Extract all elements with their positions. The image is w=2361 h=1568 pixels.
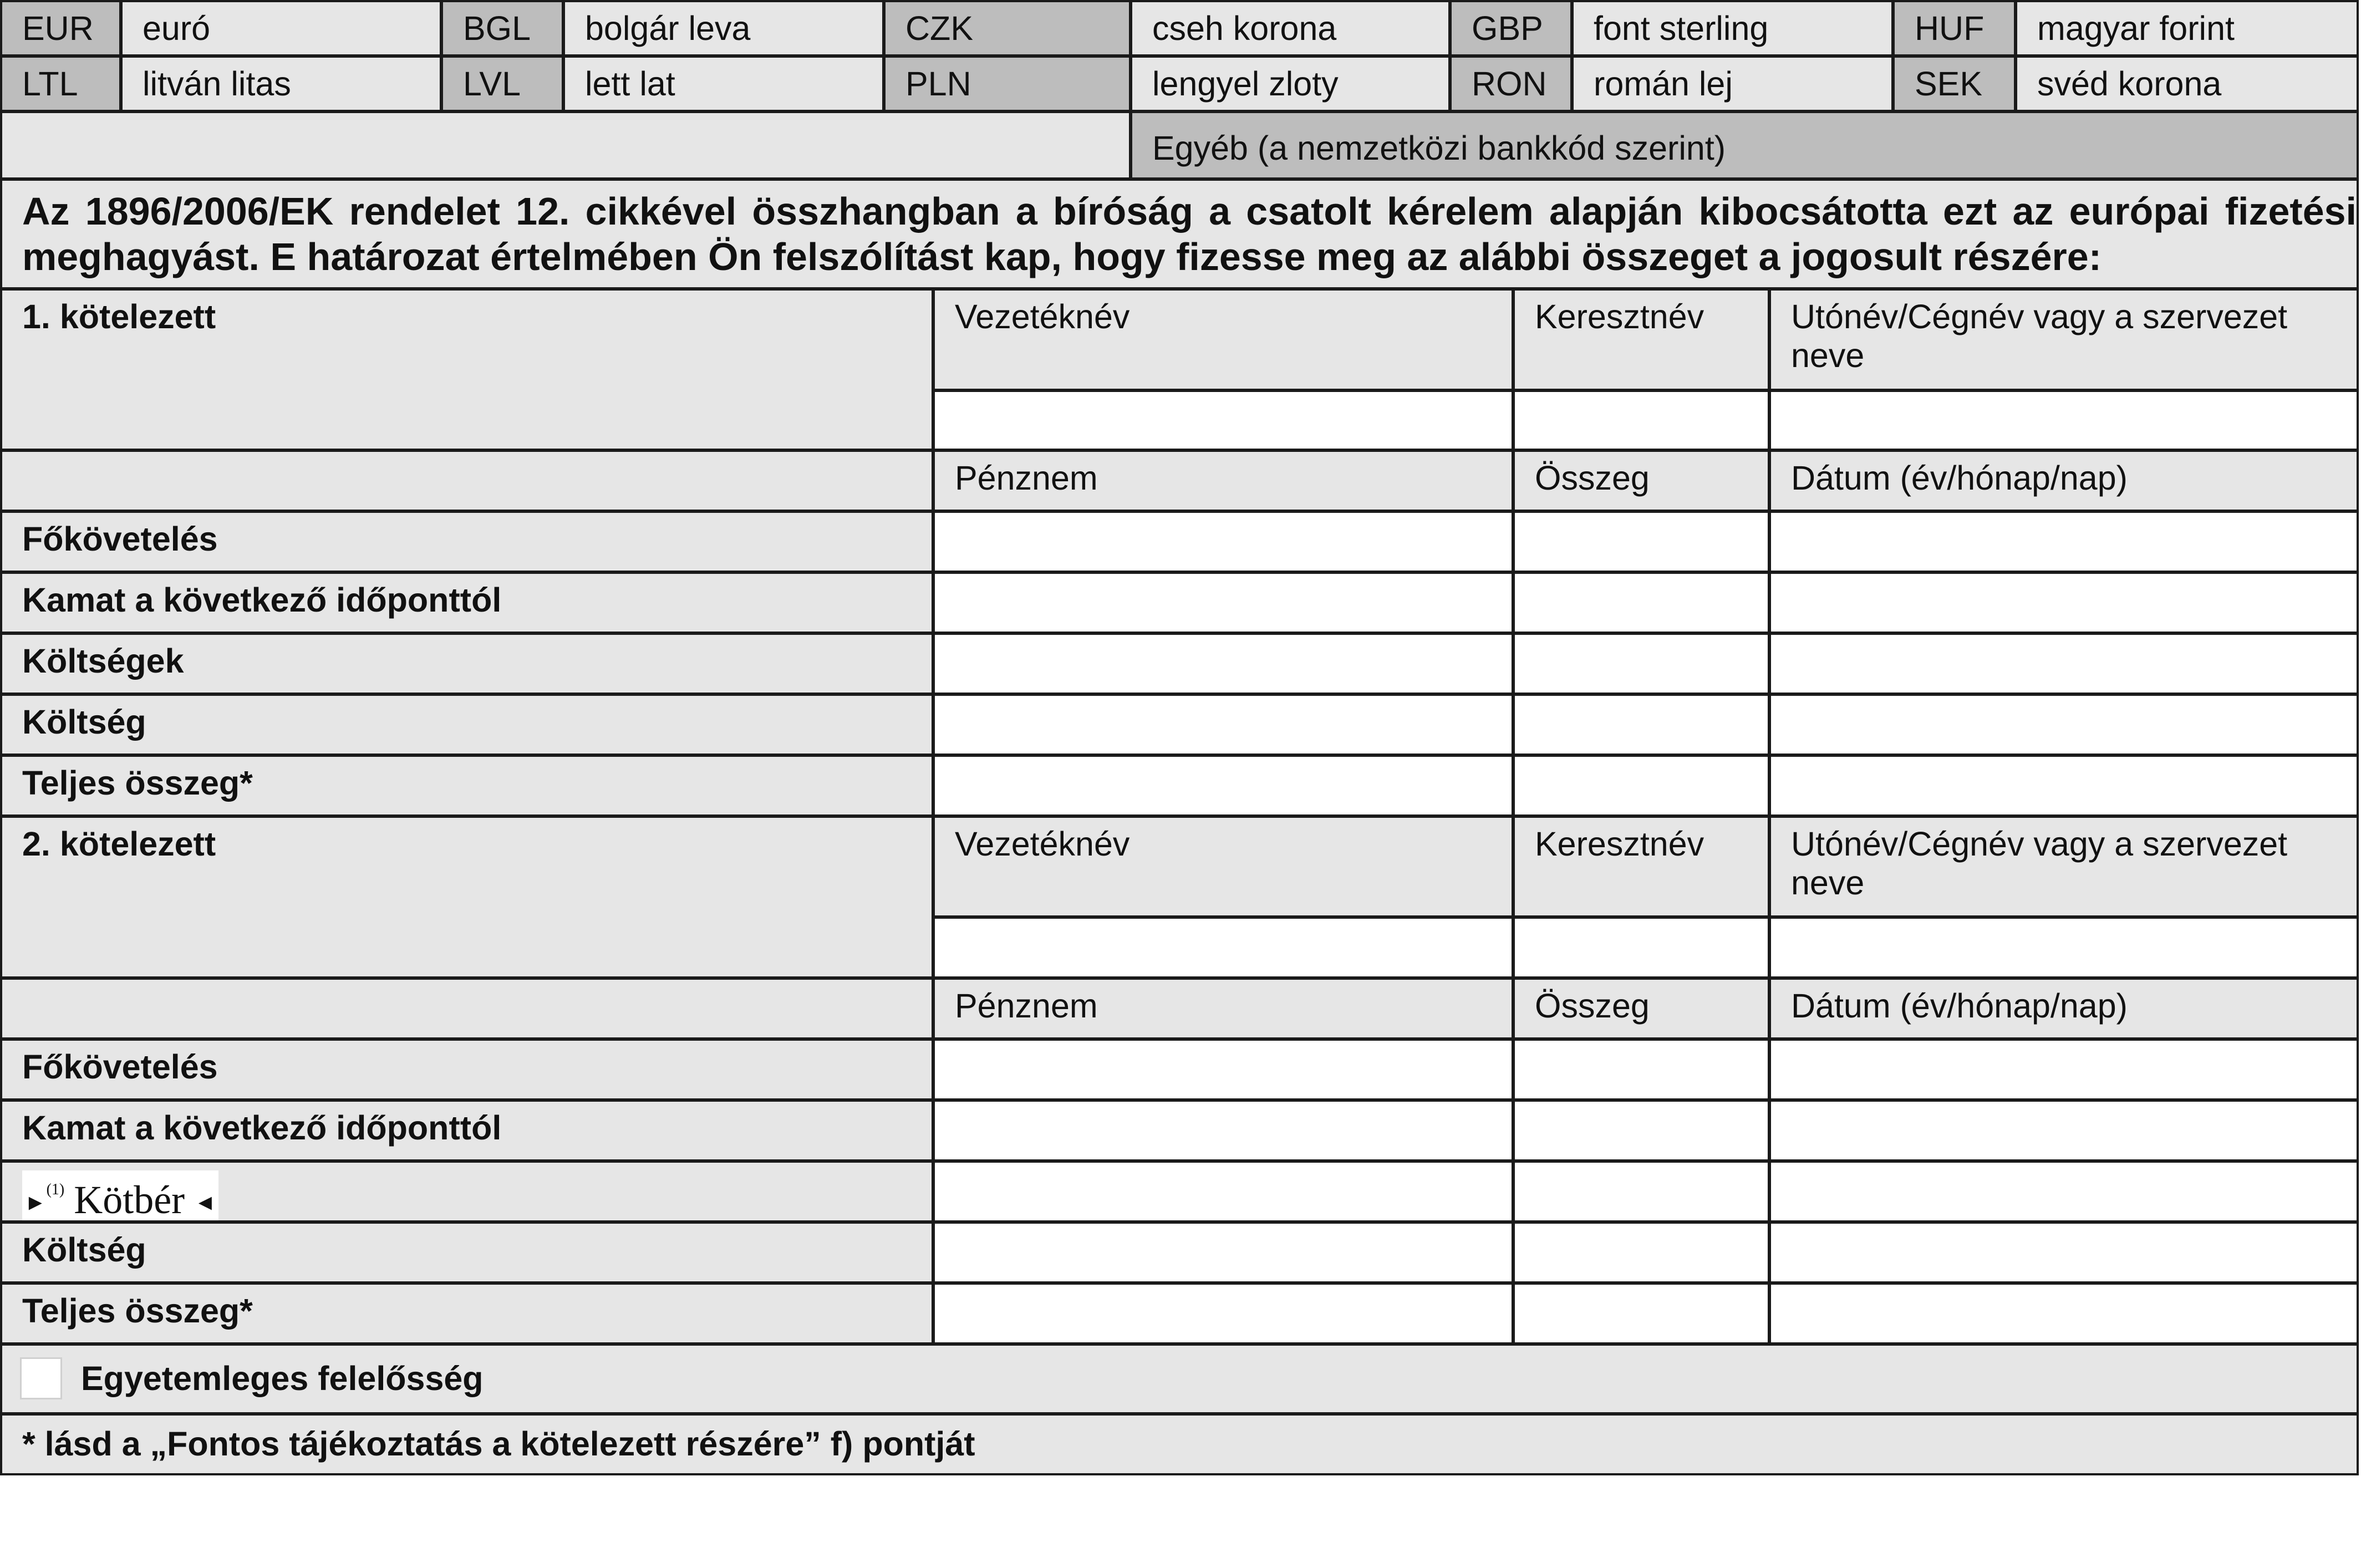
currency-name-cell [120, 55, 442, 112]
debtor2-firstname-header [1513, 816, 1770, 918]
footnote-row [0, 1413, 2359, 1475]
debtor2-date-field[interactable] [1769, 1160, 2359, 1223]
currency-name-cell [1130, 0, 1451, 57]
currency-code-cell [441, 55, 564, 112]
joint-liability-checkbox[interactable] [20, 1357, 62, 1399]
debtor2-amendment-row-label [0, 1160, 934, 1223]
firstname-header-text: Keresztnév [1535, 825, 1704, 863]
debtor2-currency-field[interactable] [933, 1221, 1514, 1284]
row-label-text: Költségek [22, 642, 184, 680]
currency-name-cell [1571, 0, 1894, 57]
debtor2-currency-field[interactable] [933, 1099, 1514, 1162]
debtor2-surname-field[interactable] [933, 917, 1514, 979]
debtor2-heading-cell [0, 816, 934, 979]
currency-code-cell [1449, 0, 1573, 57]
debtor1-amount-field[interactable] [1513, 511, 1770, 573]
debtor1-surname-field[interactable] [933, 390, 1514, 451]
debtor2-date-field[interactable] [1769, 1038, 2359, 1101]
currency-code-cell [1892, 0, 2016, 57]
debtor2-currency-field[interactable] [933, 1038, 1514, 1101]
debtor1-amount-header [1513, 450, 1770, 512]
currency-name: lett lat [585, 65, 675, 103]
debtor1-surname-header [933, 288, 1514, 391]
row-label-text: Kamat a következő időponttól [22, 1109, 502, 1147]
debtor2-row-label [0, 1038, 934, 1101]
currency-name: litván litas [143, 65, 291, 103]
debtor2-surname-header [933, 816, 1514, 918]
currency-code: HUF [1915, 9, 1985, 47]
currency-code: SEK [1915, 65, 1983, 103]
currency-code-cell [1449, 55, 1573, 112]
intro-text: Az 1896/2006/EK rendelet 12. cikkével összhangban a bíróság a csatolt kérelem alapján kibocsátotta ezt az európai fizetési meghagyást. E határozat értelmében Ön felszólítást kap, hogy fizesse meg az alábbi összeget a jogosult részére: [22, 190, 2357, 278]
amendment-close-marker: ◄ [194, 1190, 216, 1215]
currency-name: euró [143, 9, 211, 47]
debtor1-currency-header [933, 450, 1514, 512]
debtor2-amount-header [1513, 978, 1770, 1040]
currency-code-cell [1892, 55, 2016, 112]
currency-code-cell [0, 0, 121, 57]
debtor2-currency-field[interactable] [933, 1160, 1514, 1223]
debtor2-company-header [1769, 816, 2359, 918]
currency-code-cell [883, 55, 1131, 112]
row-label-text: Főkövetelés [22, 520, 218, 558]
debtor2-date-field[interactable] [1769, 1282, 2359, 1345]
debtor1-row-label [0, 633, 934, 695]
debtor1-date-field[interactable] [1769, 755, 2359, 817]
debtor1-row-label [0, 511, 934, 573]
debtor1-firstname-header [1513, 288, 1770, 391]
currency-code: EUR [22, 9, 94, 47]
debtor1-currency-field[interactable] [933, 633, 1514, 695]
amount-header-text: Összeg [1535, 459, 1650, 497]
debtor1-date-field[interactable] [1769, 633, 2359, 695]
debtor2-amount-blank [0, 978, 934, 1040]
currency-name: magyar forint [2037, 9, 2235, 47]
currency-code-cell [441, 0, 564, 57]
amendment-footnote-ref: (1) [46, 1181, 65, 1198]
debtor1-amount-blank [0, 450, 934, 512]
currency-name: font sterling [1594, 9, 1769, 47]
debtor1-heading-cell [0, 288, 934, 451]
debtor1-currency-field[interactable] [933, 694, 1514, 756]
amendment-label: Kötbér [74, 1178, 185, 1222]
debtor1-currency-field[interactable] [933, 755, 1514, 817]
currency-name-cell [1571, 55, 1894, 112]
debtor2-row-label [0, 1221, 934, 1284]
currency-code: LTL [22, 65, 78, 103]
currency-code: GBP [1472, 9, 1543, 47]
amendment-box [22, 1170, 218, 1222]
debtor1-date-field[interactable] [1769, 694, 2359, 756]
debtor2-currency-field[interactable] [933, 1282, 1514, 1345]
currency-code: LVL [463, 65, 521, 103]
debtor2-date-field[interactable] [1769, 1221, 2359, 1284]
debtor2-date-header [1769, 978, 2359, 1040]
debtor1-date-field[interactable] [1769, 511, 2359, 573]
currency-name: cseh korona [1152, 9, 1337, 47]
currency-name-cell [563, 0, 884, 57]
company-header-text: Utónév/Cégnév vagy a szervezet neve [1791, 825, 2288, 902]
currency-name-cell [2015, 55, 2359, 112]
amount-header-text: Összeg [1535, 987, 1650, 1025]
row-label-text: Költség [22, 1231, 146, 1269]
debtor2-amount-field[interactable] [1513, 1282, 1770, 1345]
debtor1-company-header [1769, 288, 2359, 391]
row-label-text: Főkövetelés [22, 1048, 218, 1086]
debtor1-company-field[interactable] [1769, 390, 2359, 451]
currency-name-cell [2015, 0, 2359, 57]
currency-name-cell [1130, 55, 1451, 112]
currency-code-cell [883, 0, 1131, 57]
intro-paragraph [0, 179, 2359, 289]
other-currency-blank [0, 111, 1131, 180]
currency-name-cell [120, 0, 442, 57]
debtor2-amount-field[interactable] [1513, 1099, 1770, 1162]
debtor1-amount-field[interactable] [1513, 633, 1770, 695]
debtor1-amount-field[interactable] [1513, 572, 1770, 634]
debtor1-currency-field[interactable] [933, 511, 1514, 573]
currency-code-cell [0, 55, 121, 112]
debtor2-firstname-field[interactable] [1513, 917, 1770, 979]
date-header-text: Dátum (év/hónap/nap) [1791, 987, 2128, 1025]
currency-name: svéd korona [2037, 65, 2222, 103]
other-currency-cell [1130, 111, 2359, 180]
debtor1-firstname-field[interactable] [1513, 390, 1770, 451]
debtor1-row-label [0, 755, 934, 817]
debtor1-amount-field[interactable] [1513, 755, 1770, 817]
debtor2-company-field[interactable] [1769, 917, 2359, 979]
row-label-text: Teljes összeg* [22, 764, 253, 802]
date-header-text: Dátum (év/hónap/nap) [1791, 459, 2128, 497]
currency-name: lengyel zloty [1152, 65, 1339, 103]
surname-header-text: Vezetéknév [955, 298, 1130, 335]
currency-code: BGL [463, 9, 531, 47]
debtor2-amount-field[interactable] [1513, 1038, 1770, 1101]
footnote-text: * lásd a „Fontos tájékoztatás a kötelezett részére” f) pontját [22, 1425, 975, 1463]
currency-header-text: Pénznem [955, 987, 1098, 1025]
joint-liability-label: Egyetemleges felelősség [81, 1360, 484, 1397]
joint-liability-row [0, 1343, 2359, 1414]
debtor1-amount-field[interactable] [1513, 694, 1770, 756]
debtor2-currency-header [933, 978, 1514, 1040]
amendment-open-marker: ► [24, 1190, 47, 1215]
debtor1-date-header [1769, 450, 2359, 512]
currency-name-cell [563, 55, 884, 112]
debtor2-amount-field[interactable] [1513, 1221, 1770, 1284]
debtor2-date-field[interactable] [1769, 1099, 2359, 1162]
company-header-text: Utónév/Cégnév vagy a szervezet neve [1791, 298, 2288, 374]
debtor2-heading: 2. kötelezett [22, 825, 216, 863]
currency-code: CZK [905, 9, 973, 47]
debtor1-heading: 1. kötelezett [22, 298, 216, 335]
currency-code: PLN [905, 65, 971, 103]
row-label-text: Teljes összeg* [22, 1292, 253, 1330]
debtor1-row-label [0, 694, 934, 756]
debtor2-row-label [0, 1099, 934, 1162]
firstname-header-text: Keresztnév [1535, 298, 1704, 335]
surname-header-text: Vezetéknév [955, 825, 1130, 863]
row-label-text: Költség [22, 703, 146, 741]
other-currency-label: Egyéb (a nemzetközi bankkód szerint) [1152, 129, 1726, 167]
debtor1-date-field[interactable] [1769, 572, 2359, 634]
debtor1-row-label [0, 572, 934, 634]
debtor2-row-label [0, 1282, 934, 1345]
currency-name: bolgár leva [585, 9, 751, 47]
debtor1-currency-field[interactable] [933, 572, 1514, 634]
row-label-text: Kamat a következő időponttól [22, 581, 502, 619]
debtor2-amount-field[interactable] [1513, 1160, 1770, 1223]
currency-header-text: Pénznem [955, 459, 1098, 497]
currency-name: román lej [1594, 65, 1733, 103]
currency-code: RON [1472, 65, 1547, 103]
